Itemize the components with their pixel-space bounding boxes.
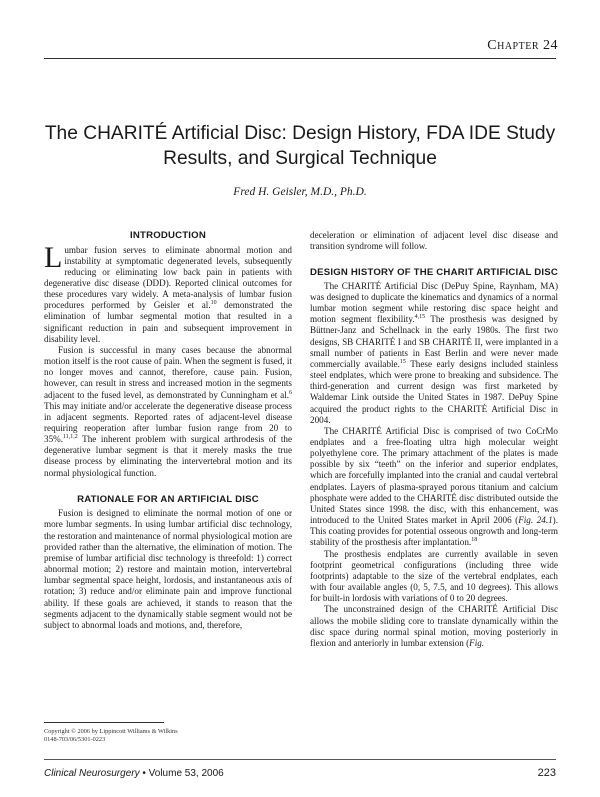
design-text-4a: The unconstrained design of the CHARITÉ Artificial Disc allows the mobile sliding core to translate dynamically within the disc space during normal spinal motion, moving posteriorly in flexion and anteriorly in lumbar extension ( [310, 604, 558, 648]
figure-reference[interactable]: Fig. 24.1 [518, 515, 553, 526]
design-paragraph-4 [310, 604, 558, 649]
rationale-paragraph-1: Fusion is designed to eliminate the normal motion of one or more lumbar segments. In using lumbar artificial disc technology, the restoration and maintenance of normal physiological motion are provided rather than the alternative, the elimination of motion. The premise of lumbar artificial disc technology is threefold: 1) correct abnormal motion; 2) restore and maintain motion, intervertebral lumbar segmental space height, lordosis, and instantaneous axis of rotation; 3) reduce and/or eliminate pain and improve functional ability. If these goals are achieved, it stands to reason that the segments adjacent to the dynamically stable segment would not be subject to abnormal loads and motions, and, therefore, [44, 508, 292, 630]
footer-rule [44, 759, 556, 760]
copyright-line: Copyright © 2006 by Lippincott Williams & Wilkins [44, 728, 178, 735]
copyright-footnote [44, 728, 304, 745]
heading-rationale: RATIONALE FOR AN ARTIFICIAL DISC [77, 493, 259, 505]
design-paragraph-3: The prosthesis endplates are currently available in seven footprint geometrical configurations (including three wide footprints) adaptable to the size of the vertebral endplates, each with four available angles (0, 5, 7.5, and 10 degrees). This allows for built-in lordosis with variations of 0 to 20 degrees. [310, 548, 558, 604]
heading-introduction: INTRODUCTION [130, 230, 206, 241]
journal-name: Clinical Neurosurgery [44, 768, 140, 779]
design-text-1c: These early designs included stainless steel endplates, which were prone to breaking and subsidence. The third-generation and current design was first marketed by Waldemar Link outside the United States in 1987. DePuy Spine acquired the product rights to the CHARITÉ Artificial Disc in 2004. [310, 358, 558, 425]
design-text-2b: ). This coating provides for potential osseous ongrowth and long-term stability of the prosthesis after implantation. [310, 515, 558, 548]
intro-paragraph-1 [44, 240, 292, 345]
footnote-rule [44, 722, 164, 723]
design-text-1a: The CHARITÉ Artificial Disc (DePuy Spine, Raynham, MA) was designed to duplicate the kinematics and dynamics of a normal lumbar motion segment while restoring disc space height and motion segment flexibility. [310, 280, 558, 325]
ref-superscript: 11,1,2 [63, 434, 78, 441]
article-title: The CHARITÉ Artificial Disc: Design History, FDA IDE Study Results, and Surgical Technique [44, 123, 556, 169]
intro-text-2c: The inherent problem with surgical arthrodesis of the degenerative lumbar segment is that it merely masks the true disease process by eliminating the intervertebral motion and its normal physiological function. [44, 434, 292, 478]
heading-design-history: DESIGN HISTORY OF THE CHARIT ARTIFICIAL DISC [310, 267, 558, 279]
intro-text-1b: demonstrated the elimination of lumbar segmental motion that resulted in a significant reduction in pain and subsequent improvement in disability level. [44, 300, 292, 344]
intro-paragraph-2 [44, 345, 292, 479]
figure-reference[interactable]: Fig. [469, 637, 485, 648]
intro-text-2a: Fusion is successful in many cases because the abnormal motion itself is the root cause of pain. When the segment is fused, it no longer moves and cannot, therefore, cause pain. Fusion, however, can result in stress and increased motion in the segments adjacent to the fused level, as demonstrated by Cunningham et al. [44, 344, 292, 400]
drop-cap: L [44, 240, 63, 274]
ref-superscript: 18 [471, 537, 478, 544]
ref-superscript: 15 [399, 358, 406, 365]
journal-volume: • Volume 53, 2006 [139, 768, 224, 779]
continuation-paragraph: deceleration or elimination of adjacent level disc disease and transition syndrome will follow. [310, 230, 558, 252]
design-paragraph-2 [310, 426, 558, 549]
ref-superscript: 6 [289, 389, 292, 396]
left-column [44, 230, 292, 631]
author-line: Fred H. Geisler, M.D., Ph.D. [233, 186, 367, 198]
design-text-1b: The prosthesis was designed by Büttner-Janz and Schellnack in the early 1980s. The first two designs, SB CHARITÉ I and SB CHARITÉ II, were implanted in a small number of patients in East Berlin and were never made commercially available. [310, 314, 558, 369]
chapter-label: Chapter 24 [487, 38, 558, 53]
right-column [310, 230, 558, 649]
ref-superscript: 4,15 [414, 314, 426, 321]
doc-code: 0148-703/06/5301-0223 [44, 736, 106, 744]
ref-superscript: 10 [210, 300, 217, 307]
design-text-2a: The CHARITÉ Artificial Disc is comprised of two CoCrMo endplates and a free-floating ultra high molecular weight polyethylene core. The primary attachment of the plates is made possible by six “teeth” on the inferior and superior endplates, which are forcefully implanted into the cranial and caudal vertebral endplates. Layers of plasma-sprayed porous titanium and calcium phosphate were added to the CHARITÉ disc distributed outside the United States since 1998. the disc, with this enhancement, was introduced to the United States market in April 2006 ( [310, 425, 558, 526]
page-number: 223 [537, 767, 556, 779]
chapter-rule [44, 58, 556, 59]
journal-footer [44, 768, 224, 779]
intro-text-1a: umbar fusion serves to eliminate abnormal motion and instability at symptomatic degenerated levels, subsequently reducing or eliminating low back pain in patients with degenerative disc disease (DDD). Reported clinical outcomes for these procedures vary widely. A meta-analysis of lumbar fusion procedures performed by Geisler et al. [44, 244, 292, 311]
intro-text-2b: This may initiate and/or accelerate the degenerative disease process in adjacent segments. Reported rates of adjacent-level disease requiring reoperation after lumbar fusion range from 20 to 35%. [44, 400, 292, 445]
design-paragraph-1 [310, 281, 558, 426]
